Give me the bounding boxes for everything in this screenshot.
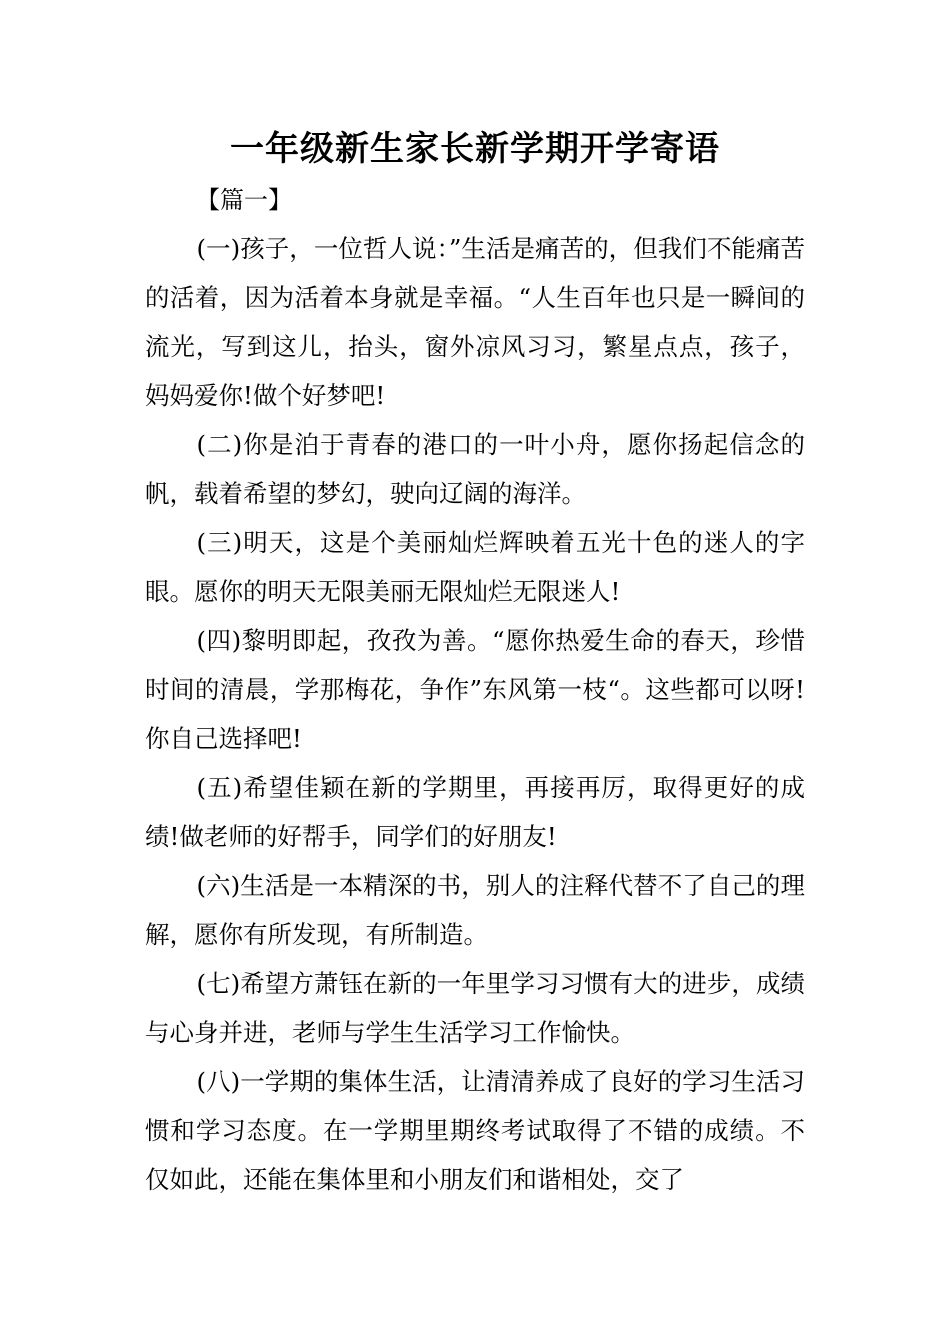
paragraph-1: (一)孩子，一位哲人说：”生活是痛苦的，但我们不能痛苦的活着，因为活着本身就是幸福。“人生百年也只是一瞬间的流光，写到这儿，抬头，窗外凉风习习，繁星点点，孩子，妈妈爱你!做个好梦吧! — [145, 234, 805, 410]
paragraph-6: (六)生活是一本精深的书，别人的注释代替不了自己的理解，愿你有所发现，有所制造。 — [145, 871, 805, 949]
paragraph-5: (五)希望佳颖在新的学期里，再接再厉，取得更好的成绩!做老师的好帮手，同学们的好朋友! — [145, 773, 805, 851]
document-body — [145, 224, 805, 1204]
paragraph-2: (二)你是泊于青春的港口的一叶小舟，愿你扬起信念的帆，载着希望的梦幻，驶向辽阔的海洋。 — [145, 430, 805, 508]
paragraph-3: (三)明天，这是个美丽灿烂辉映着五光十色的迷人的字眼。愿你的明天无限美丽无限灿烂无限迷人! — [145, 528, 805, 606]
paragraph-4: (四)黎明即起，孜孜为善。“愿你热爱生命的春天，珍惜时间的清晨，学那梅花，争作”东风第一枝“。这些都可以呀!你自己选择吧! — [145, 626, 805, 753]
paragraph-8: (八)一学期的集体生活，让清清养成了良好的学习生活习惯和学习态度。在一学期里期终考试取得了不错的成绩。不仅如此，还能在集体里和小朋友们和谐相处，交了 — [145, 1067, 805, 1194]
document-title: 一年级新生家长新学期开学寄语 — [230, 129, 720, 169]
paragraph-7: (七)希望方萧钰在新的一年里学习习惯有大的进步，成绩与心身并进，老师与学生生活学习工作愉快。 — [145, 969, 805, 1047]
section-label: 【篇一】 — [196, 186, 292, 214]
